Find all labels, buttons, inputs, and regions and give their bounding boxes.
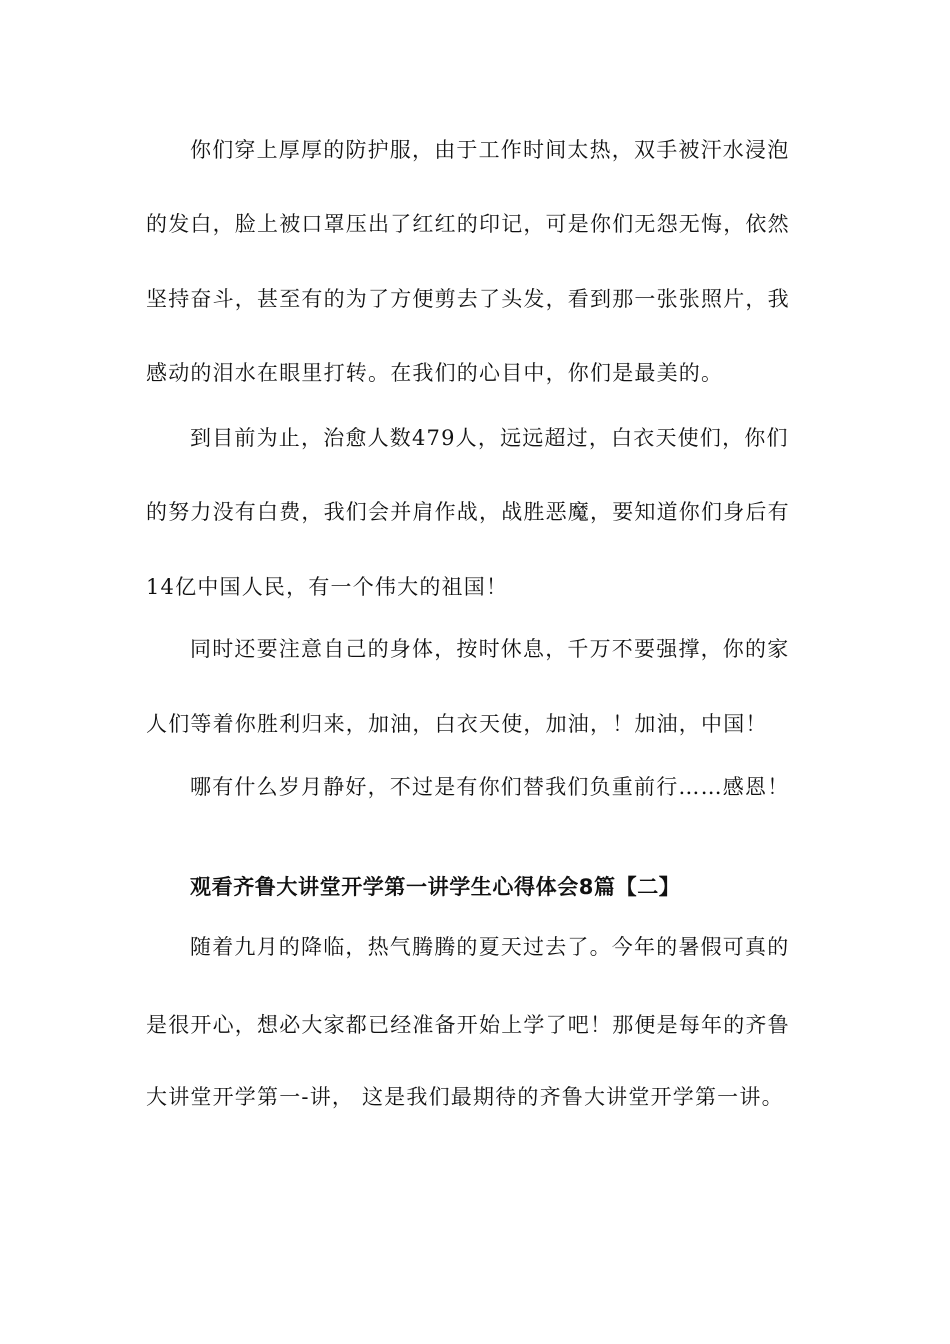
paragraph-2-line-2: 的努力没有白费，我们会并肩作战，战胜恶魔，要知道你们身后有 (146, 500, 790, 524)
paragraph-2-line-1: 到目前为止，治愈人数479人，远远超过，白衣天使们，你们 (190, 426, 789, 450)
paragraph-5-line-2: 是很开心，想必大家都已经准备开始上学了吧！那便是每年的齐鲁 (146, 1013, 790, 1037)
paragraph-3-line-1: 同时还要注意自己的身体，按时休息，千万不要强撑，你的家 (190, 637, 790, 661)
paragraph-1-line-2: 的发白，脸上被口罩压出了红红的印记，可是你们无怨无悔，依然 (146, 212, 790, 236)
paragraph-3-line-2: 人们等着你胜利归来，加油，白衣天使，加油，！加油，中国！ (146, 712, 768, 736)
paragraph-2-line-3: 14亿中国人民，有一个伟大的祖国！ (146, 575, 509, 599)
section-heading: 观看齐鲁大讲堂开学第一讲学生心得体会8篇【二】 (190, 875, 681, 899)
paragraph-5-line-1: 随着九月的降临，热气腾腾的夏天过去了。今年的暑假可真的 (190, 935, 790, 959)
paragraph-1-line-1: 你们穿上厚厚的防护服，由于工作时间太热，双手被汗水浸泡 (190, 138, 790, 162)
paragraph-1-line-3: 坚持奋斗，甚至有的为了方便剪去了头发，看到那一张张照片，我 (146, 287, 790, 311)
paragraph-4-line-1: 哪有什么岁月静好，不过是有你们替我们负重前行……感恩！ (190, 775, 790, 799)
paragraph-5-line-3: 大讲堂开学第一-讲， 这是我们最期待的齐鲁大讲堂开学第一讲。 (146, 1085, 784, 1109)
paragraph-1-line-4: 感动的泪水在眼里打转。在我们的心目中，你们是最美的。 (146, 361, 724, 385)
